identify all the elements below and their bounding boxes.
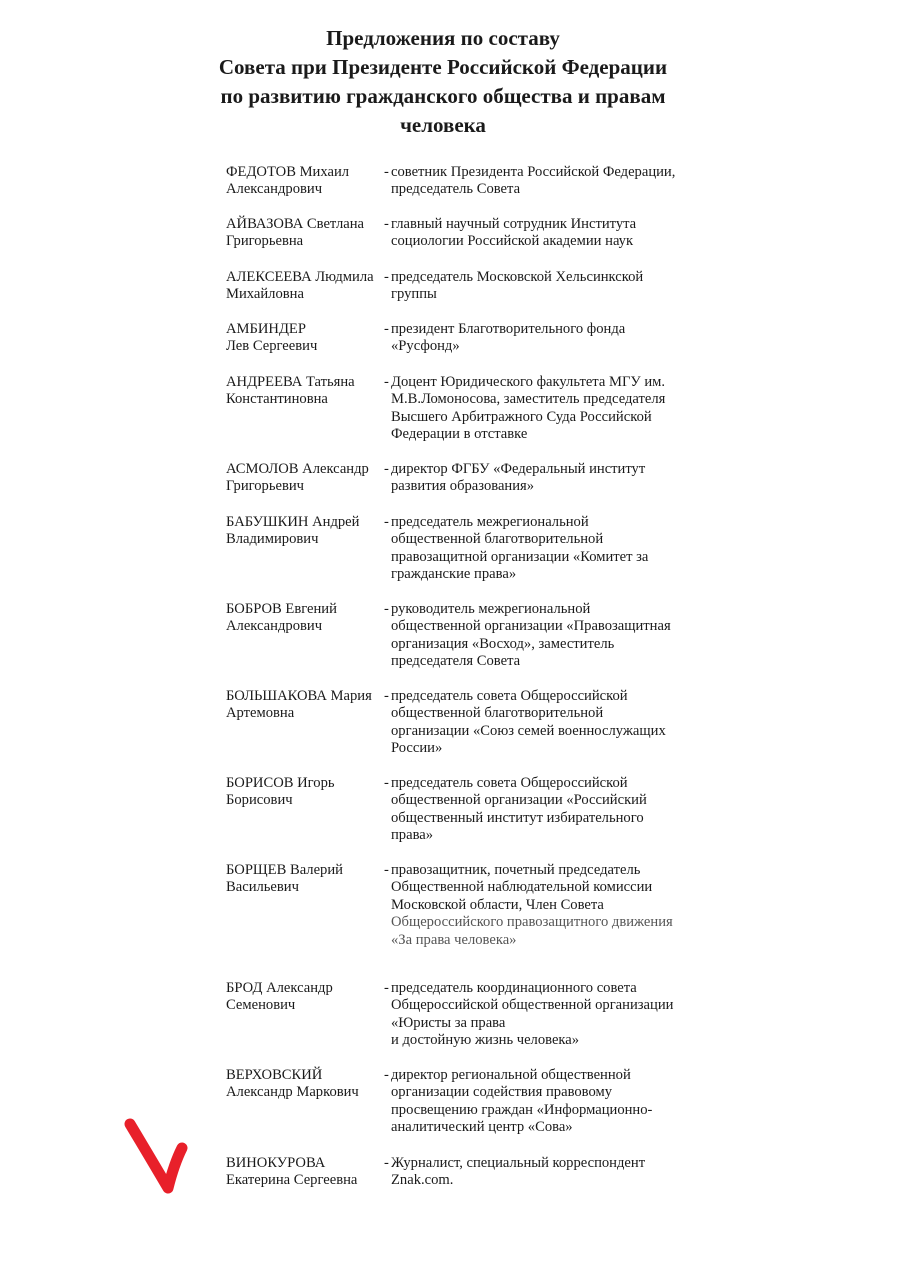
- member-role: президент Благотворительного фонда «Русфонд»: [391, 321, 626, 355]
- member-role: председатель межрегиональной общественной благотворительной правозащитной организации «Комитет за гражданские права»: [391, 514, 649, 583]
- document-title: [0, 24, 886, 140]
- member-role: главный научный сотрудник Института социологии Российской академии наук: [391, 216, 637, 250]
- member-dash: -: [384, 216, 389, 232]
- member-name: БРОД Александр Семенович: [226, 980, 333, 1014]
- member-role: председатель Московской Хельсинкской группы: [391, 269, 644, 303]
- member-name: БАБУШКИН Андрей Владимирович: [226, 514, 360, 548]
- member-name: ФЕДОТОВ Михаил Александрович: [226, 164, 350, 198]
- member-dash: -: [384, 1155, 389, 1171]
- member-role: председатель координационного совета Общероссийской общественной организации «Юристы за права и достойную жизнь человека»: [391, 980, 674, 1049]
- member-role: руководитель межрегиональной общественной организации «Правозащитная организация «Восход», заместитель председателя Совета: [391, 601, 671, 670]
- title-line-4: человека: [400, 113, 486, 137]
- member-name: АМБИНДЕР Лев Сергеевич: [226, 321, 318, 355]
- member-dash: -: [384, 514, 389, 530]
- check-mark-icon: [118, 1112, 198, 1202]
- title-line-2: Совета при Президенте Российской Федерации: [218, 55, 668, 79]
- title-line-3: по развитию гражданского общества и правам: [220, 84, 666, 108]
- member-dash: -: [384, 164, 389, 180]
- member-dash: -: [384, 321, 389, 337]
- member-name: АЙВАЗОВА Светлана Григорьевна: [226, 216, 364, 250]
- member-name: АСМОЛОВ Александр Григорьевич: [226, 461, 369, 495]
- member-role: председатель совета Общероссийской общественной организации «Российский общественный институт избирательного права»: [391, 775, 647, 844]
- member-name: АНДРЕЕВА Татьяна Константиновна: [226, 374, 355, 408]
- title-line-1: Предложения по составу: [326, 26, 560, 50]
- member-name: АЛЕКСЕЕВА Людмила Михайловна: [226, 269, 374, 303]
- member-role: правозащитник, почетный председатель Общественной наблюдательной комиссии Московской области, Член Совета Общероссийского правозащитного движения «За права человека»: [391, 862, 673, 948]
- member-dash: -: [384, 688, 389, 704]
- member-name: БОБРОВ Евгений Александрович: [226, 601, 337, 635]
- member-role: директор ФГБУ «Федеральный институт развития образования»: [391, 461, 646, 495]
- member-role: Доцент Юридического факультета МГУ им. М.В.Ломоносова, заместитель председателя Высшего Арбитражного Суда Российской Федерации в отставке: [391, 374, 666, 443]
- member-name: БОЛЬШАКОВА Мария Артемовна: [226, 688, 372, 722]
- member-name: БОРЩЕВ Валерий Васильевич: [226, 862, 343, 896]
- member-dash: -: [384, 461, 389, 477]
- member-dash: -: [384, 980, 389, 996]
- member-dash: -: [384, 775, 389, 791]
- member-dash: -: [384, 269, 389, 285]
- member-name: ВИНОКУРОВА Екатерина Сергеевна: [226, 1155, 358, 1189]
- member-role: Журналист, специальный корреспондент Znak.com.: [391, 1155, 646, 1189]
- member-dash: -: [384, 862, 389, 878]
- member-name: БОРИСОВ Игорь Борисович: [226, 775, 335, 809]
- member-name: ВЕРХОВСКИЙ Александр Маркович: [226, 1067, 359, 1101]
- member-role: директор региональной общественной организации содействия правовому просвещению граждан «Информационно- аналитический центр «Сова»: [391, 1067, 653, 1136]
- member-dash: -: [384, 601, 389, 617]
- member-role: председатель совета Общероссийской общественной благотворительной организации «Союз семей военнослужащих России»: [391, 688, 666, 757]
- member-dash: -: [384, 374, 389, 390]
- member-role: советник Президента Российской Федерации, председатель Совета: [391, 164, 676, 198]
- member-dash: -: [384, 1067, 389, 1083]
